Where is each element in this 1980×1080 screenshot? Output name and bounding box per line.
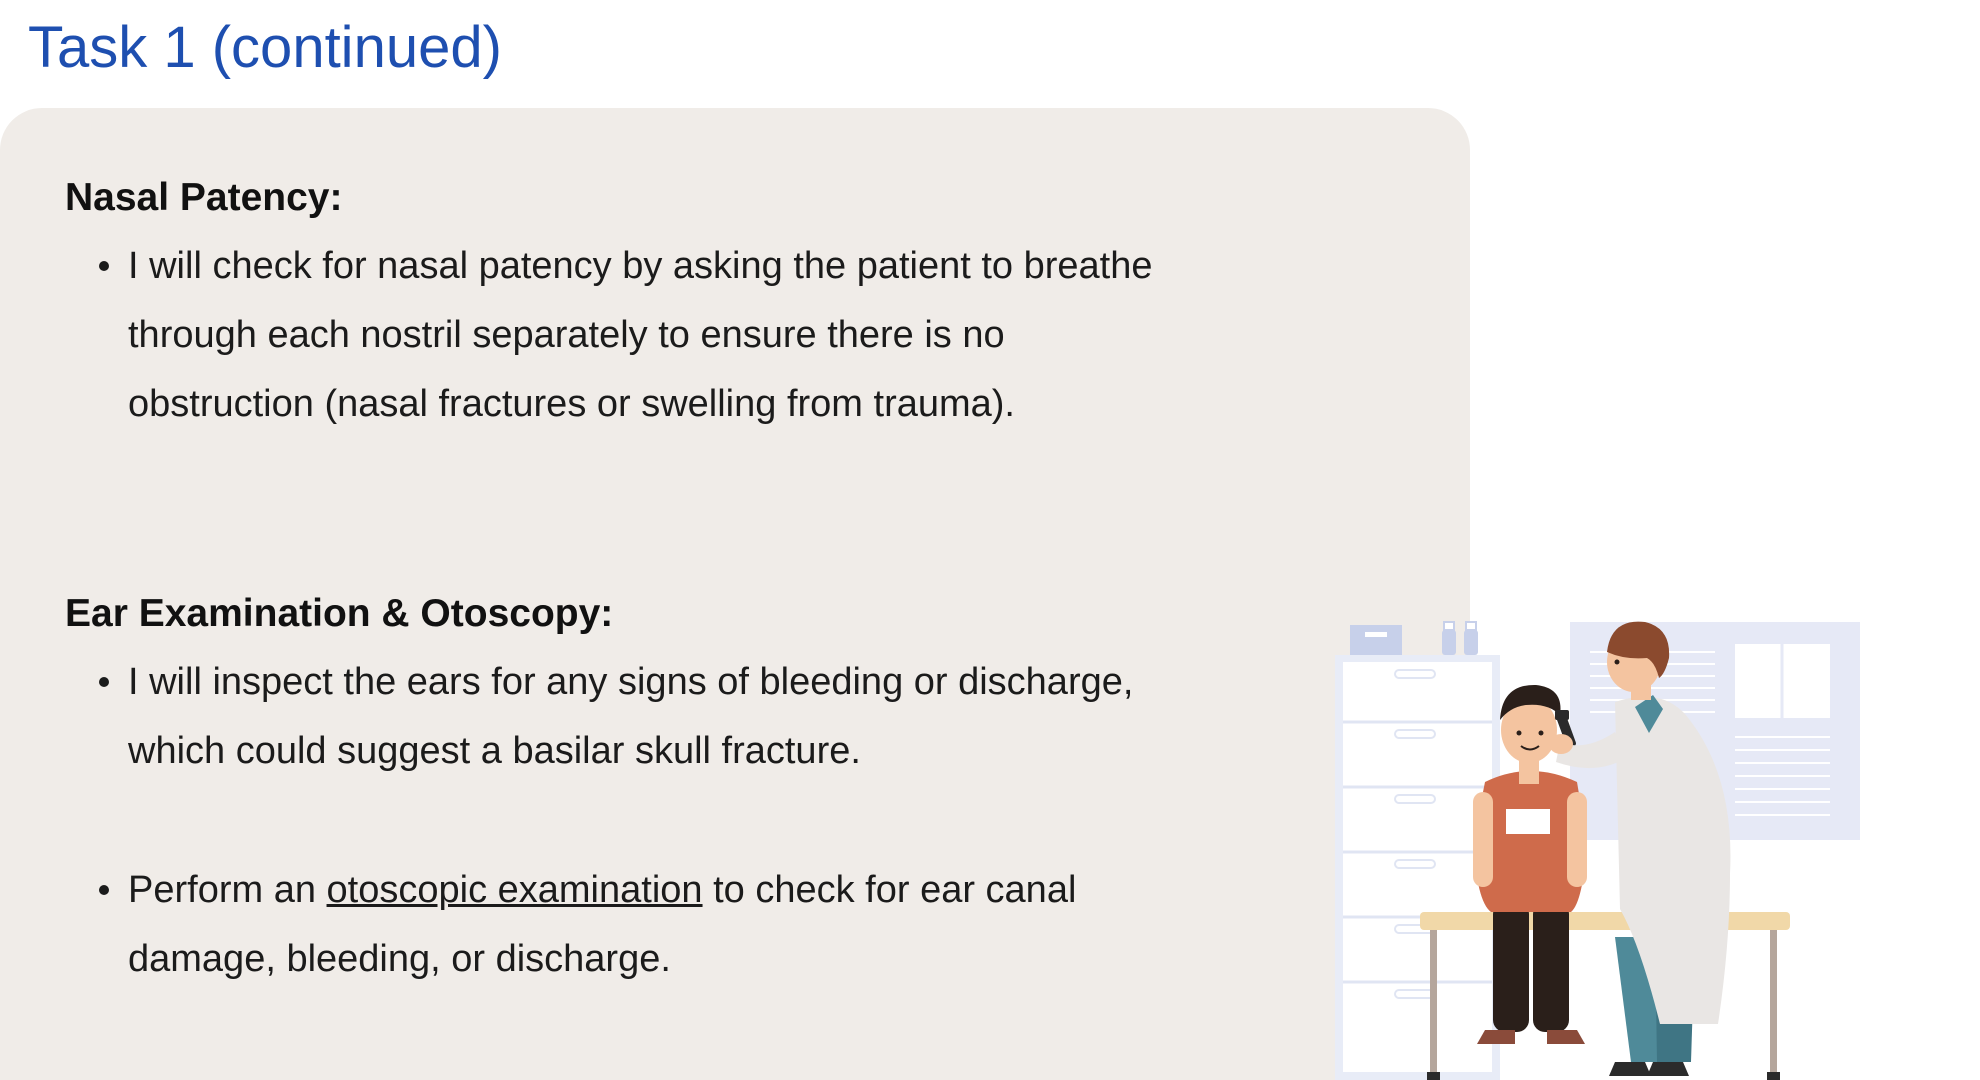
bullet-icon (99, 261, 109, 271)
bullet-icon (99, 885, 109, 895)
list-item-text: I will inspect the ears for any signs of bleeding or discharge, which could suggest a basilar skull fracture. (128, 661, 1134, 772)
bullet-icon (99, 677, 109, 687)
doctor-otoscope-examination-illustration (1315, 612, 1860, 1080)
list-item (128, 232, 1188, 439)
section-heading-ear-examination: Ear Examination & Otoscopy: (65, 592, 614, 635)
section-heading-nasal-patency: Nasal Patency: (65, 176, 343, 219)
otoscopic-examination-link[interactable]: otoscopic examination (326, 869, 703, 911)
list-item-text-before: Perform an (128, 869, 316, 911)
list-item-text: I will check for nasal patency by asking the patient to breathe through each nostril separately to ensure there is no obstruction (nasal fractures or swelling from trauma). (128, 245, 1153, 425)
page-title: Task 1 (continued) (28, 15, 502, 80)
list-item-text-after: to check for ear canal damage, bleeding, or discharge. (128, 869, 1077, 980)
list-item (128, 856, 1188, 994)
list-item (128, 648, 1188, 786)
